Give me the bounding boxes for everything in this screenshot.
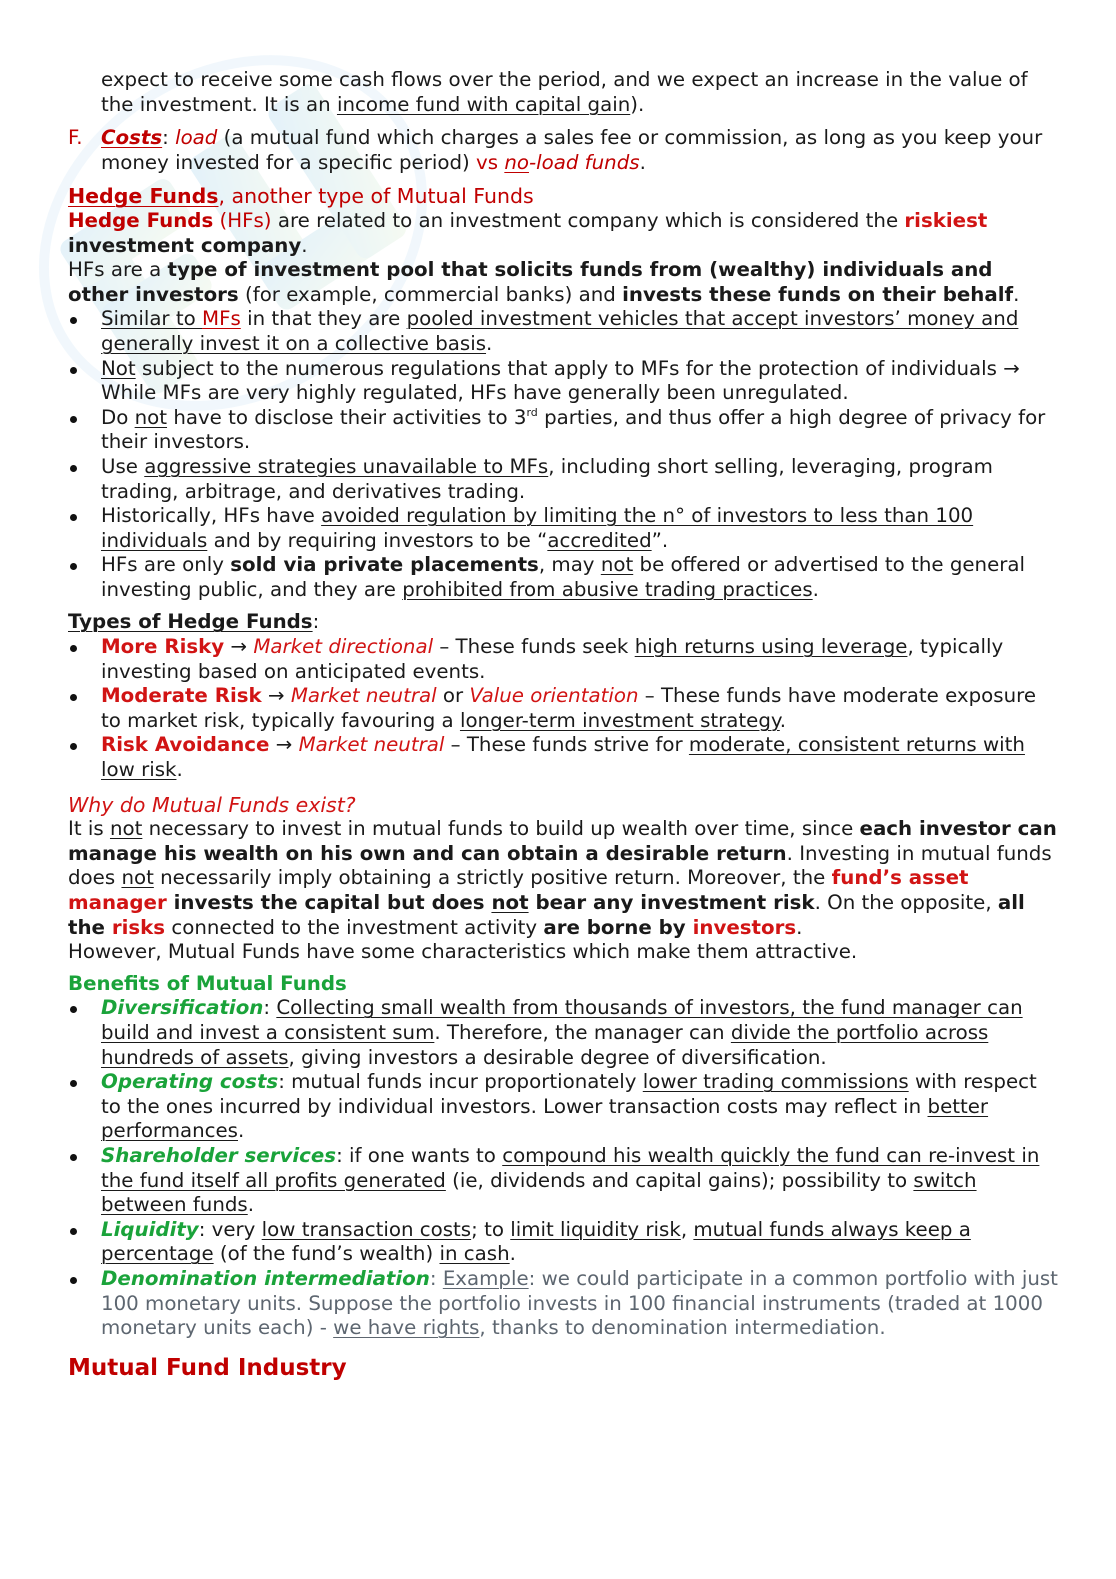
why-investors: investors: [692, 915, 797, 939]
benefit-u2: better performances: [101, 1094, 989, 1143]
why-title: Why do Mutual Funds exist?: [68, 792, 356, 817]
hedge-characteristics-list: [68, 307, 1058, 602]
industry-title: Mutual Fund Industry: [68, 1354, 347, 1381]
b4-aggressive: aggressive strategies unavailable to MFs: [144, 454, 549, 478]
hedge-heading-main: Hedge Funds: [68, 184, 219, 209]
intro-paragraph: [68, 68, 1058, 117]
type-or: or: [436, 684, 470, 708]
b2-not: Not: [101, 356, 136, 380]
benefits-list: [68, 996, 1058, 1340]
costs-item: [68, 126, 1058, 175]
arrow-right-icon: →: [267, 684, 285, 708]
type-key: high returns using leverage: [634, 635, 908, 659]
type-text: – These funds strive for: [444, 733, 689, 757]
hedge-def-riskiest: riskiest: [904, 208, 988, 232]
costs-end: .: [639, 150, 646, 174]
hedge-pool-b2: invests these funds on their behalf: [622, 282, 1014, 306]
benefit-s5: .: [509, 1242, 516, 1266]
arrow-right-icon: →: [275, 733, 293, 757]
b6-private: sold via private placements: [230, 553, 539, 577]
b1-similar: Similar to: [101, 307, 203, 331]
hedge-pool-c: (for example, commercial banks) and: [238, 282, 623, 306]
type-style: Market directional: [253, 635, 434, 659]
benefit-diversification: [68, 996, 1058, 1070]
benefit-colon: :: [263, 996, 277, 1020]
benefit-u3: mutual funds always keep a percentage: [101, 1217, 971, 1266]
why-s8: However, Mutual Funds have some characteristics which make them attractive.: [68, 940, 858, 964]
b3-text-2: have to disclose their activities to 3: [167, 405, 527, 429]
b5-text: Historically, HFs have: [101, 504, 322, 528]
b6-text-3: be offered or advertised to the general investing public, and they are: [101, 553, 1025, 601]
hedge-char-strategies: [68, 455, 1058, 504]
b6-not: not: [600, 553, 634, 577]
hedge-pool-a: HFs are a: [68, 258, 168, 282]
benefit-title: Shareholder services: [101, 1143, 337, 1167]
benefit-example: Example: [442, 1266, 529, 1290]
type-level: More Risky: [101, 635, 225, 659]
benefit-u2: limit liquidity risk: [510, 1217, 681, 1241]
why-heading: [68, 793, 1058, 818]
benefits-title: Benefits of Mutual Funds: [68, 971, 347, 995]
benefit-u2: switch between funds: [101, 1168, 977, 1217]
benefit-u1: compound his wealth quickly the fund can re-invest in the fund itself all profits generated: [101, 1143, 1040, 1192]
benefit-s4: (of the fund’s wealth): [213, 1242, 440, 1266]
type-text: – These funds have moderate exposure to market risk, typically favouring a: [101, 684, 1036, 732]
hedge-def-term: Hedge Funds: [68, 208, 214, 232]
industry-heading: [68, 1353, 1058, 1383]
why-s1: It is: [68, 817, 110, 841]
benefit-s2: : we could participate in a common portfolio with just 100 monetary units. Suppose the portfolio invests in 100 financial instruments (traded at 1000 monetary units each) -: [101, 1266, 1058, 1340]
costs-letter: F.: [68, 126, 83, 150]
types-heading: [68, 610, 1058, 635]
hedge-char-disclose: [68, 406, 1058, 455]
type-text-2: , typically investing based on anticipated events.: [101, 635, 1004, 683]
b4-text: Use: [101, 454, 145, 478]
type-text-2: .: [176, 758, 183, 782]
b1-pooled: pooled investment vehicles that accept investors’ money and generally invest it on a collective basis: [101, 307, 1019, 355]
intro-text-b: ).: [630, 92, 645, 116]
costs-vs: vs: [476, 150, 505, 174]
type-text-2: .: [779, 708, 787, 732]
b1-mfs: MFs: [202, 307, 241, 331]
hedge-pool-paragraph: [68, 258, 1058, 307]
b6-text: HFs are only: [101, 553, 231, 577]
benefit-operating-costs: [68, 1070, 1058, 1144]
b6-text-2: , may: [538, 553, 601, 577]
b3-text-3: parties, and thus offer a high degree of privacy for their investors.: [101, 405, 1046, 454]
costs-text: (a mutual fund which charges a sales fee or commission, as long as you keep your money invested for a specific period): [101, 126, 1043, 174]
b5-avoided: avoided regulation by limiting the n° of investors to less than 100 individuals: [101, 504, 974, 552]
benefit-s3: .: [238, 1119, 245, 1143]
benefit-s2: (ie, dividends and capital gains); possibility to: [445, 1168, 914, 1192]
why-paragraph: [68, 817, 1058, 940]
types-list: [68, 635, 1058, 783]
type-level: Moderate Risk: [101, 684, 262, 708]
b1-text: in that they are: [240, 307, 407, 331]
benefit-title: Operating costs: [101, 1070, 279, 1094]
types-title: Types of Hedge Funds: [68, 610, 313, 634]
benefit-s2: ; to: [471, 1217, 511, 1241]
benefit-u1: low transaction costs: [261, 1217, 472, 1241]
why-s3: . Investing in mutual funds does: [68, 841, 1052, 890]
benefit-s3: , thanks to denomination intermediation.: [479, 1316, 886, 1340]
why-not-2: not: [121, 866, 154, 890]
hedge-heading-rest: , another type of Mutual Funds: [218, 184, 534, 209]
benefit-title: Liquidity: [101, 1217, 199, 1241]
b6-prohibited: prohibited from abusive trading practices: [402, 577, 813, 601]
benefit-s3: ,: [680, 1217, 694, 1241]
b2-text: subject to the numerous regulations that apply to MFs for the protection of individuals: [135, 356, 1004, 380]
benefit-u4: in cash: [439, 1242, 510, 1266]
b3-sup: rd: [526, 405, 538, 419]
benefit-title: Denomination intermediation: [101, 1266, 430, 1290]
type-moderate-risk: [68, 684, 1058, 733]
type-style: Market neutral: [290, 684, 437, 708]
hedge-char-private: [68, 553, 1058, 602]
benefit-u1: lower trading commissions: [642, 1070, 909, 1094]
costs-noload: -load funds: [528, 150, 640, 174]
intro-text-a: expect to receive some cash flows over the period, and we expect an increase in the value of the investment. It is an: [101, 68, 1028, 116]
b2-text-2: While MFs are very highly regulated, HFs have generally been unregulated.: [101, 381, 849, 405]
costs-no: no: [504, 150, 529, 174]
why-b3: bear any investment risk: [528, 891, 815, 914]
benefit-u2: divide the portfolio across hundreds of assets: [101, 1020, 989, 1069]
type-style-2: Value orientation: [469, 684, 639, 708]
hedge-def-company: investment company: [68, 233, 302, 257]
benefit-shareholder-services: [68, 1144, 1058, 1218]
hedge-char-regulation: [68, 357, 1058, 406]
b5-text-3: ”.: [651, 528, 669, 552]
b5-accredited: accredited: [547, 528, 652, 552]
hedge-definition: [68, 209, 1058, 258]
hedge-char-history: [68, 504, 1058, 553]
type-more-risky: [68, 635, 1058, 684]
arrow-right-icon: →: [1003, 356, 1020, 380]
b3-text: Do: [101, 405, 135, 429]
why-asset-manager: fund’s asset manager: [68, 866, 969, 914]
arrow-right-icon: →: [230, 635, 248, 659]
hedge-char-similar: [68, 307, 1058, 356]
hedge-def-abbr: (HFs): [213, 208, 272, 232]
benefit-s1: : mutual funds incur proportionately: [278, 1070, 643, 1094]
benefit-s1: : if one wants to: [336, 1143, 503, 1167]
costs-colon: :: [162, 126, 176, 150]
document-body: [68, 68, 1058, 1383]
hedge-pool-b1: type of investment pool that solicits funds from (wealthy) individuals and other investors: [68, 258, 993, 306]
benefit-u1: Collecting small wealth from thousands of investors, the fund manager can build and invest a consistent sum: [101, 996, 1023, 1044]
why-risks: risks: [111, 915, 166, 939]
hedge-heading: [68, 184, 1058, 209]
why-however: [68, 940, 1058, 965]
why-not-3: not: [491, 891, 529, 914]
why-b2: invests the capital but does: [166, 891, 492, 914]
intro-income-fund: income fund with capital gain: [336, 92, 631, 116]
benefits-heading: [68, 972, 1058, 997]
costs-load: load: [175, 126, 218, 150]
why-b1: each investor can manage his wealth on his own and can obtain a desirable return: [68, 817, 1057, 865]
type-key: moderate, consistent returns with low risk: [101, 733, 1025, 782]
benefit-s2: , giving investors a desirable degree of diversification.: [288, 1045, 827, 1069]
hedge-def-end: .: [301, 233, 308, 257]
why-s6: connected to the investment activity: [165, 915, 544, 939]
why-b5: are borne by: [543, 915, 693, 939]
type-key: longer-term investment strategy: [459, 708, 780, 732]
b5-text-2: and by requiring investors to be “: [207, 528, 548, 552]
benefit-s2: with respect to the ones incurred by individual investors. Lower transaction costs may reflect in: [101, 1070, 1037, 1118]
benefit-s1: :: [429, 1266, 443, 1290]
why-s7: .: [796, 915, 803, 939]
hedge-def-text: are related to an investment company which is considered the: [271, 208, 905, 232]
why-s2: necessary to invest in mutual funds to build up wealth over time, since: [142, 817, 860, 841]
hedge-pool-end: .: [1013, 282, 1020, 306]
why-s5: . On the opposite,: [814, 891, 998, 914]
benefit-title: Diversification: [101, 996, 264, 1020]
type-level: Risk Avoidance: [101, 733, 270, 757]
b4-text-2: , including short selling, leveraging, program trading, arbitrage, and derivatives trading.: [101, 454, 993, 503]
type-style: Market neutral: [298, 733, 445, 757]
benefit-denomination: [68, 1267, 1058, 1341]
b3-not: not: [134, 405, 168, 429]
types-colon: :: [312, 610, 320, 634]
benefit-liquidity: [68, 1218, 1058, 1267]
costs-title: Costs: [101, 126, 163, 150]
benefit-s1: : very: [198, 1217, 262, 1241]
b6-end: .: [812, 577, 819, 601]
type-risk-avoidance: [68, 733, 1058, 782]
benefit-s1: . Therefore, the manager can: [434, 1020, 731, 1044]
type-text: – These funds seek: [433, 635, 635, 659]
why-b4: all the: [68, 891, 1025, 939]
benefit-s3: .: [247, 1193, 255, 1217]
benefit-rights: we have rights: [333, 1316, 480, 1340]
b1-end: .: [486, 331, 493, 355]
why-s4: necessarily imply obtaining a strictly positive return. Moreover, the: [153, 866, 832, 890]
why-not-1: not: [109, 817, 143, 841]
